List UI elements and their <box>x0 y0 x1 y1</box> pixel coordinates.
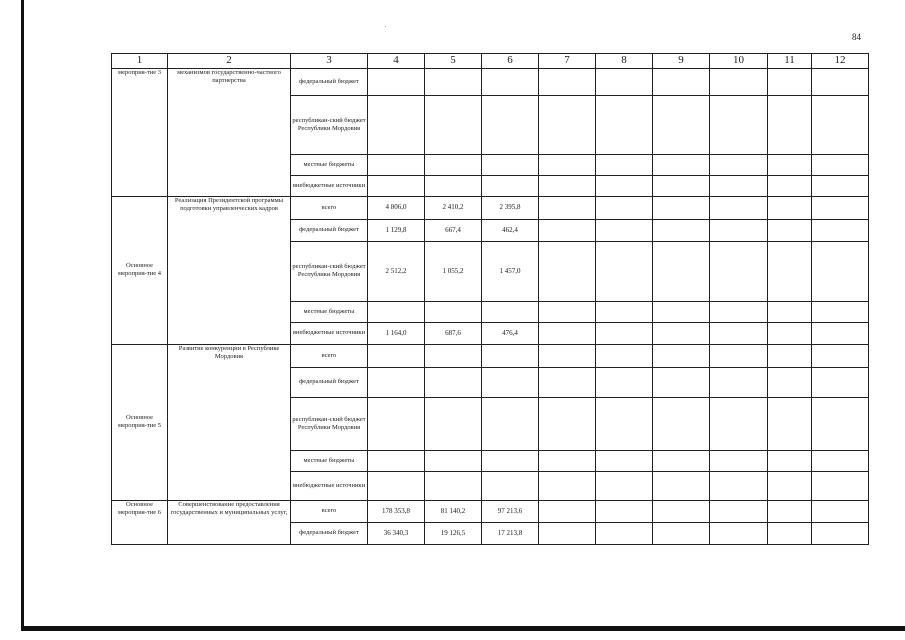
source-cell: республикан-ский бюджет Республики Мордовия <box>291 397 368 450</box>
empty-cell <box>539 68 596 95</box>
empty-cell <box>812 367 869 397</box>
empty-cell <box>812 344 869 367</box>
empty-cell <box>768 397 812 450</box>
empty-cell <box>710 196 768 219</box>
empty-cell <box>368 450 425 471</box>
empty-cell <box>539 471 596 500</box>
empty-cell <box>482 397 539 450</box>
empty-cell <box>812 68 869 95</box>
empty-cell <box>812 301 869 322</box>
empty-cell <box>653 500 710 522</box>
empty-cell <box>812 397 869 450</box>
empty-cell <box>425 344 482 367</box>
budget-table <box>111 53 869 545</box>
empty-cell <box>812 154 869 175</box>
col-header: 4 <box>368 54 425 69</box>
empty-cell <box>596 241 653 301</box>
value-cell: 2 512,2 <box>368 241 425 301</box>
empty-cell <box>768 500 812 522</box>
col-header: 8 <box>596 54 653 69</box>
col-header: 10 <box>710 54 768 69</box>
value-cell: 178 353,8 <box>368 500 425 522</box>
empty-cell <box>368 68 425 95</box>
page-number: 84 <box>852 32 861 42</box>
empty-cell <box>653 522 710 544</box>
empty-cell <box>768 68 812 95</box>
empty-cell <box>539 219 596 241</box>
empty-cell <box>768 175 812 196</box>
empty-cell <box>768 241 812 301</box>
empty-cell <box>710 471 768 500</box>
empty-cell <box>482 68 539 95</box>
empty-cell <box>710 175 768 196</box>
empty-cell <box>482 175 539 196</box>
empty-cell <box>368 344 425 367</box>
empty-cell <box>710 322 768 344</box>
empty-cell <box>425 175 482 196</box>
source-cell: всего <box>291 196 368 219</box>
empty-cell <box>768 219 812 241</box>
empty-cell <box>596 154 653 175</box>
event-cell: Основное мероприя-тие 6 <box>112 500 168 544</box>
empty-cell <box>482 367 539 397</box>
col-header: 2 <box>168 54 291 69</box>
empty-cell <box>596 500 653 522</box>
event-cell: мероприя-тие 3 <box>112 68 168 196</box>
col-header: 12 <box>812 54 869 69</box>
source-cell: республикан-ский бюджет Республики Мордовия <box>291 241 368 301</box>
empty-cell <box>768 196 812 219</box>
empty-cell <box>368 95 425 154</box>
source-cell: федеральный бюджет <box>291 68 368 95</box>
empty-cell <box>768 344 812 367</box>
empty-cell <box>539 397 596 450</box>
value-cell: 1 055,2 <box>425 241 482 301</box>
empty-cell <box>653 322 710 344</box>
empty-cell <box>812 196 869 219</box>
source-cell: внебюджетные источники <box>291 175 368 196</box>
col-header: 7 <box>539 54 596 69</box>
value-cell: 462,4 <box>482 219 539 241</box>
source-cell: федеральный бюджет <box>291 219 368 241</box>
value-cell: 2 410,2 <box>425 196 482 219</box>
table-row <box>112 68 869 95</box>
empty-cell <box>596 367 653 397</box>
col-header: 9 <box>653 54 710 69</box>
empty-cell <box>812 175 869 196</box>
col-header: 11 <box>768 54 812 69</box>
empty-cell <box>368 397 425 450</box>
empty-cell <box>539 500 596 522</box>
empty-cell <box>425 301 482 322</box>
empty-cell <box>596 322 653 344</box>
empty-cell <box>596 68 653 95</box>
empty-cell <box>768 95 812 154</box>
empty-cell <box>539 196 596 219</box>
bottom-scan-edge <box>21 626 905 631</box>
value-cell: 1 457,0 <box>482 241 539 301</box>
col-header: 3 <box>291 54 368 69</box>
empty-cell <box>368 175 425 196</box>
empty-cell <box>710 219 768 241</box>
empty-cell <box>710 154 768 175</box>
empty-cell <box>482 154 539 175</box>
empty-cell <box>596 397 653 450</box>
empty-cell <box>653 154 710 175</box>
empty-cell <box>653 68 710 95</box>
value-cell: 81 140,2 <box>425 500 482 522</box>
empty-cell <box>653 471 710 500</box>
empty-cell <box>653 95 710 154</box>
empty-cell <box>653 344 710 367</box>
empty-cell <box>539 241 596 301</box>
source-cell: всего <box>291 500 368 522</box>
empty-cell <box>368 154 425 175</box>
empty-cell <box>653 367 710 397</box>
empty-cell <box>710 95 768 154</box>
empty-cell <box>710 500 768 522</box>
table-row <box>112 344 869 367</box>
empty-cell <box>653 219 710 241</box>
col-header: 6 <box>482 54 539 69</box>
empty-cell <box>653 397 710 450</box>
empty-cell <box>653 241 710 301</box>
empty-cell <box>653 175 710 196</box>
empty-cell <box>768 154 812 175</box>
event-name-cell: Реализация Президентской программы подготовки управленческих кадров <box>168 196 291 344</box>
empty-cell <box>482 95 539 154</box>
source-cell: местные бюджеты <box>291 301 368 322</box>
empty-cell <box>768 450 812 471</box>
table-row <box>112 500 869 522</box>
empty-cell <box>596 219 653 241</box>
empty-cell <box>768 301 812 322</box>
empty-cell <box>710 397 768 450</box>
empty-cell <box>812 322 869 344</box>
source-cell: внебюджетные источники <box>291 471 368 500</box>
left-scan-edge <box>21 0 24 630</box>
empty-cell <box>596 196 653 219</box>
empty-cell <box>710 367 768 397</box>
empty-cell <box>596 344 653 367</box>
empty-cell <box>539 450 596 471</box>
value-cell: 1 164,0 <box>368 322 425 344</box>
source-cell: местные бюджеты <box>291 154 368 175</box>
table-row <box>112 196 869 219</box>
empty-cell <box>482 450 539 471</box>
source-cell: республикан-ский бюджет Республики Мордовия <box>291 95 368 154</box>
empty-cell <box>596 450 653 471</box>
empty-cell <box>368 471 425 500</box>
empty-cell <box>710 301 768 322</box>
empty-cell <box>812 95 869 154</box>
event-name-cell: механизмов государственно-частного партнерства <box>168 68 291 196</box>
empty-cell <box>425 450 482 471</box>
empty-cell <box>596 301 653 322</box>
scan-speck <box>385 26 386 27</box>
empty-cell <box>596 95 653 154</box>
source-cell: федеральный бюджет <box>291 367 368 397</box>
empty-cell <box>710 522 768 544</box>
empty-cell <box>539 95 596 154</box>
value-cell: 36 340,3 <box>368 522 425 544</box>
value-cell: 2 395,8 <box>482 196 539 219</box>
event-name-cell: Совершенствование предоставления государственных и муниципальных услуг, <box>168 500 291 544</box>
empty-cell <box>653 450 710 471</box>
empty-cell <box>768 522 812 544</box>
empty-cell <box>812 500 869 522</box>
empty-cell <box>596 471 653 500</box>
value-cell: 19 126,5 <box>425 522 482 544</box>
empty-cell <box>768 322 812 344</box>
empty-cell <box>812 219 869 241</box>
empty-cell <box>710 344 768 367</box>
empty-cell <box>768 471 812 500</box>
value-cell: 667,4 <box>425 219 482 241</box>
empty-cell <box>812 450 869 471</box>
empty-cell <box>482 471 539 500</box>
empty-cell <box>425 154 482 175</box>
empty-cell <box>539 322 596 344</box>
empty-cell <box>710 241 768 301</box>
empty-cell <box>539 522 596 544</box>
source-cell: всего <box>291 344 368 367</box>
empty-cell <box>539 367 596 397</box>
empty-cell <box>812 241 869 301</box>
empty-cell <box>539 154 596 175</box>
source-cell: местные бюджеты <box>291 450 368 471</box>
empty-cell <box>653 196 710 219</box>
event-cell: Основное мероприя-тие 5 <box>112 344 168 500</box>
value-cell: 4 806,0 <box>368 196 425 219</box>
event-name-cell: Развитие конкуренции в Республике Мордовия <box>168 344 291 500</box>
value-cell: 17 213,8 <box>482 522 539 544</box>
value-cell: 687,6 <box>425 322 482 344</box>
empty-cell <box>812 471 869 500</box>
empty-cell <box>768 367 812 397</box>
value-cell: 476,4 <box>482 322 539 344</box>
empty-cell <box>710 450 768 471</box>
empty-cell <box>425 367 482 397</box>
empty-cell <box>425 68 482 95</box>
col-header: 1 <box>112 54 168 69</box>
empty-cell <box>596 175 653 196</box>
empty-cell <box>812 522 869 544</box>
empty-cell <box>710 68 768 95</box>
col-header: 5 <box>425 54 482 69</box>
empty-cell <box>653 301 710 322</box>
header-row <box>112 54 869 69</box>
event-cell: Основное мероприя-тие 4 <box>112 196 168 344</box>
source-cell: внебюджетные источники <box>291 322 368 344</box>
empty-cell <box>596 522 653 544</box>
empty-cell <box>539 301 596 322</box>
source-cell: федеральный бюджет <box>291 522 368 544</box>
empty-cell <box>482 344 539 367</box>
empty-cell <box>425 95 482 154</box>
empty-cell <box>539 344 596 367</box>
empty-cell <box>425 471 482 500</box>
value-cell: 1 129,8 <box>368 219 425 241</box>
empty-cell <box>425 397 482 450</box>
empty-cell <box>482 301 539 322</box>
empty-cell <box>368 367 425 397</box>
value-cell: 97 213,6 <box>482 500 539 522</box>
empty-cell <box>368 301 425 322</box>
empty-cell <box>539 175 596 196</box>
